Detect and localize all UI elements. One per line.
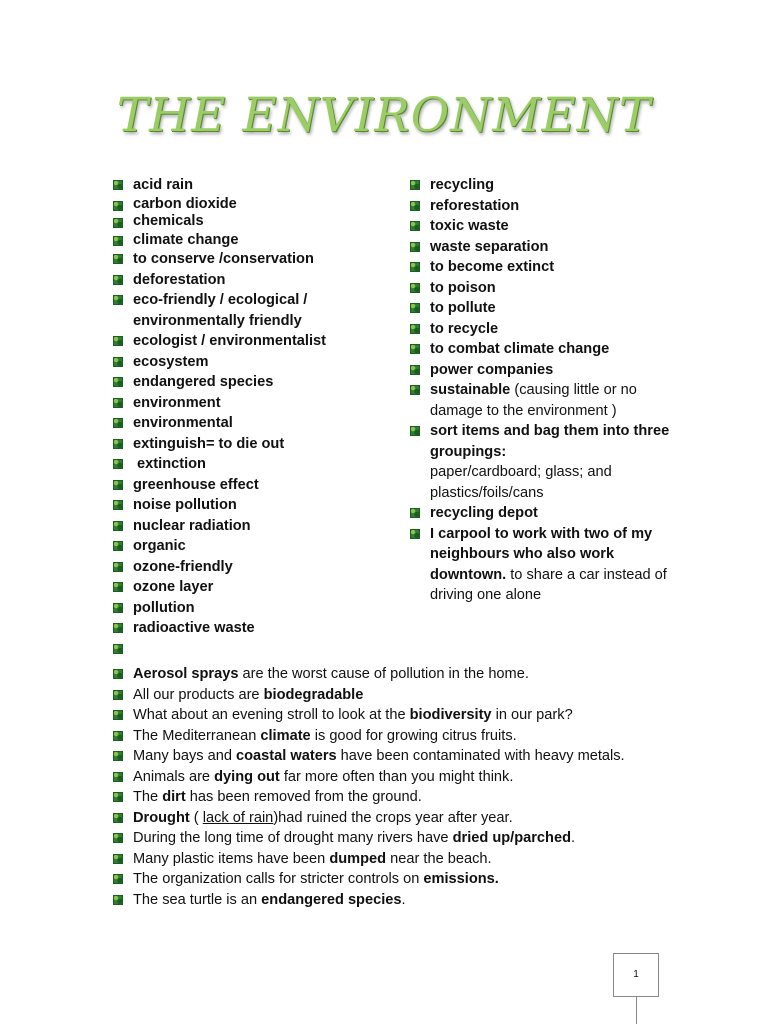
list-item: to poison — [410, 278, 670, 299]
example-sentences — [113, 664, 658, 910]
bullet-icon — [113, 398, 123, 408]
bullet-icon — [113, 459, 123, 469]
bullet-icon — [113, 377, 123, 387]
page-title: THE ENVIRONMENT — [116, 88, 652, 143]
list-item: The dirt has been removed from the ground. — [113, 787, 658, 808]
list-item: waste separation — [410, 237, 670, 258]
list-item: The sea turtle is an endangered species. — [113, 890, 658, 911]
bullet-icon — [113, 295, 123, 305]
list-item: ecologist / environmentalist — [113, 331, 383, 352]
list-item: to combat climate change — [410, 339, 670, 360]
bullet-icon — [113, 201, 123, 211]
bullet-icon — [113, 541, 123, 551]
bullet-icon — [113, 357, 123, 367]
list-item: Animals are dying out far more often than you might think. — [113, 767, 658, 788]
list-item: to become extinct — [410, 257, 670, 278]
bullet-icon — [113, 751, 123, 761]
bullet-icon — [410, 242, 420, 252]
list-item: sustainable (causing little or no damage to the environment ) — [410, 380, 670, 421]
list-item: greenhouse effect — [113, 475, 383, 496]
bullet-icon — [410, 262, 420, 272]
list-item: deforestation — [113, 270, 383, 291]
bullet-icon — [410, 385, 420, 395]
bullet-icon — [113, 623, 123, 633]
bullet-icon — [113, 772, 123, 782]
list-item: ecosystem — [113, 352, 383, 373]
bullet-icon — [113, 603, 123, 613]
list-item: Many plastic items have been dumped near the beach. — [113, 849, 658, 870]
bullet-icon — [113, 218, 123, 228]
list-item: chemicals — [113, 213, 383, 231]
bullet-icon — [113, 644, 123, 654]
list-item: extinguish= to die out — [113, 434, 383, 455]
bullet-icon — [410, 283, 420, 293]
bullet-icon — [113, 275, 123, 285]
list-item — [113, 639, 383, 660]
bullet-icon — [113, 418, 123, 428]
list-item: What about an evening stroll to look at the biodiversity in our park? — [113, 705, 658, 726]
bullet-icon — [113, 731, 123, 741]
list-item: acid rain — [113, 175, 383, 196]
bullet-icon — [113, 439, 123, 449]
list-item: extinction — [113, 454, 383, 475]
bullet-icon — [410, 221, 420, 231]
bullet-icon — [113, 669, 123, 679]
bullet-icon — [410, 201, 420, 211]
bullet-icon — [410, 529, 420, 539]
list-item: eco-friendly / ecological / environmentally friendly — [113, 290, 383, 331]
bullet-icon — [410, 508, 420, 518]
bullet-icon — [113, 236, 123, 246]
list-item: Aerosol sprays are the worst cause of pollution in the home. — [113, 664, 658, 685]
list-item: organic — [113, 536, 383, 557]
bullet-icon — [113, 180, 123, 190]
bullet-icon — [113, 500, 123, 510]
bullet-icon — [113, 833, 123, 843]
list-item: Many bays and coastal waters have been contaminated with heavy metals. — [113, 746, 658, 767]
list-item: to pollute — [410, 298, 670, 319]
bullet-icon — [113, 254, 123, 264]
bullet-icon — [113, 336, 123, 346]
bullet-icon — [113, 582, 123, 592]
list-item: Drought ( lack of rain)had ruined the crops year after year. — [113, 808, 658, 829]
list-item: reforestation — [410, 196, 670, 217]
list-item: to recycle — [410, 319, 670, 340]
list-item: The Mediterranean climate is good for growing citrus fruits. — [113, 726, 658, 747]
bullet-icon — [410, 365, 420, 375]
list-item: environment — [113, 393, 383, 414]
bullet-icon — [113, 854, 123, 864]
list-item: power companies — [410, 360, 670, 381]
bullet-icon — [113, 562, 123, 572]
list-item: sort items and bag them into three groupings: paper/cardboard; glass; and plastics/foils/cans — [410, 421, 670, 503]
list-item: to conserve /conservation — [113, 249, 383, 270]
list-item: toxic waste — [410, 216, 670, 237]
list-item: ozone layer — [113, 577, 383, 598]
bullet-icon — [113, 874, 123, 884]
list-item: pollution — [113, 598, 383, 619]
bullet-icon — [410, 303, 420, 313]
bullet-icon — [113, 690, 123, 700]
bullet-icon — [410, 344, 420, 354]
bullet-icon — [113, 521, 123, 531]
list-item: noise pollution — [113, 495, 383, 516]
list-item: All our products are biodegradable — [113, 685, 658, 706]
vocabulary-list-right — [410, 175, 670, 606]
bullet-icon — [113, 792, 123, 802]
bullet-icon — [113, 710, 123, 720]
bullet-icon — [410, 180, 420, 190]
list-item: environmental — [113, 413, 383, 434]
list-item: carbon dioxide — [113, 196, 383, 214]
list-item: The organization calls for stricter controls on emissions. — [113, 869, 658, 890]
list-item: recycling depot — [410, 503, 670, 524]
list-item: endangered species — [113, 372, 383, 393]
page-number: 1 — [613, 953, 659, 997]
page-number-line — [636, 996, 637, 1024]
bullet-icon — [113, 813, 123, 823]
list-item: nuclear radiation — [113, 516, 383, 537]
list-item: ozone-friendly — [113, 557, 383, 578]
list-item: During the long time of drought many rivers have dried up/parched. — [113, 828, 658, 849]
bullet-icon — [113, 480, 123, 490]
list-item: climate change — [113, 231, 383, 250]
bullet-icon — [113, 895, 123, 905]
bullet-icon — [410, 324, 420, 334]
list-item: radioactive waste — [113, 618, 383, 639]
list-item: I carpool to work with two of my neighbours who also work downtown. to share a car instead of driving one alone — [410, 524, 670, 606]
vocabulary-list-left — [113, 175, 383, 659]
bullet-icon — [410, 426, 420, 436]
list-item: recycling — [410, 175, 670, 196]
